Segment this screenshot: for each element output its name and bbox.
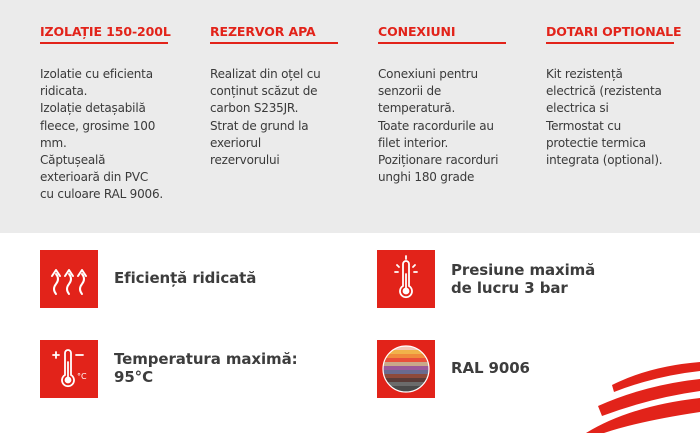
text-line: filet interior. bbox=[378, 135, 449, 150]
text-line: integrata (optional). bbox=[546, 153, 663, 168]
thermometer-sun-icon bbox=[377, 250, 435, 308]
column-title: CONEXIUNI bbox=[378, 24, 456, 39]
column-title: DOTARI OPTIONALE bbox=[546, 24, 682, 39]
text-line: Izolatie cu eficienta bbox=[40, 67, 153, 81]
ral-color-stripes-icon bbox=[377, 340, 435, 398]
text-line: Termostat cu bbox=[546, 118, 622, 133]
text-line: rezervorului bbox=[210, 153, 280, 168]
text-line: Conexiuni pentru bbox=[378, 67, 478, 81]
text-line: ridicata. bbox=[40, 84, 88, 99]
text-line: electrică (rezistenta bbox=[546, 84, 662, 99]
text-line: fleece, grosime 100 bbox=[40, 118, 156, 133]
column-title: IZOLAȚIE 150-200L bbox=[40, 24, 171, 39]
label-line: Presiune maximă bbox=[451, 261, 596, 279]
text-line: temperatură. bbox=[378, 101, 456, 116]
text-line: exeriorul bbox=[210, 135, 261, 150]
text-line: Poziționare racorduri bbox=[378, 153, 499, 168]
feature-label bbox=[114, 350, 297, 386]
thermometer-plus-minus-icon bbox=[40, 340, 98, 398]
feature-label: Eficiență ridicată bbox=[114, 269, 257, 287]
text-line: Toate racordurile au bbox=[378, 118, 494, 133]
feature-label: RAL 9006 bbox=[451, 359, 530, 377]
text-line: unghi 180 grade bbox=[378, 170, 475, 185]
text-line: senzorii de bbox=[378, 84, 442, 99]
text-line: Realizat din oțel cu bbox=[210, 67, 321, 81]
text-line: Căptușeală bbox=[40, 153, 106, 168]
text-line: electrica si bbox=[546, 101, 609, 116]
label-line: Temperatura maximă: bbox=[114, 350, 298, 368]
text-line: Izolație detașabilă bbox=[40, 101, 146, 116]
text-line: cu culoare RAL 9006. bbox=[40, 187, 164, 202]
column-title: REZERVOR APA bbox=[210, 24, 316, 39]
text-line: mm. bbox=[40, 135, 67, 150]
text-line: Kit rezistență bbox=[546, 67, 623, 81]
text-line: Strat de grund la bbox=[210, 118, 309, 133]
label-line: 95°C bbox=[114, 368, 153, 386]
text-line: protectie termica bbox=[546, 135, 646, 150]
text-line: conținut scăzut de bbox=[210, 84, 318, 99]
text-line: carbon S235JR. bbox=[210, 101, 299, 116]
label-line: de lucru 3 bar bbox=[451, 279, 568, 297]
heat-waves-icon bbox=[40, 250, 98, 308]
celsius-glyph: °C bbox=[77, 372, 87, 381]
text-line: exterioară din PVC bbox=[40, 170, 149, 185]
feature-label bbox=[451, 261, 595, 297]
